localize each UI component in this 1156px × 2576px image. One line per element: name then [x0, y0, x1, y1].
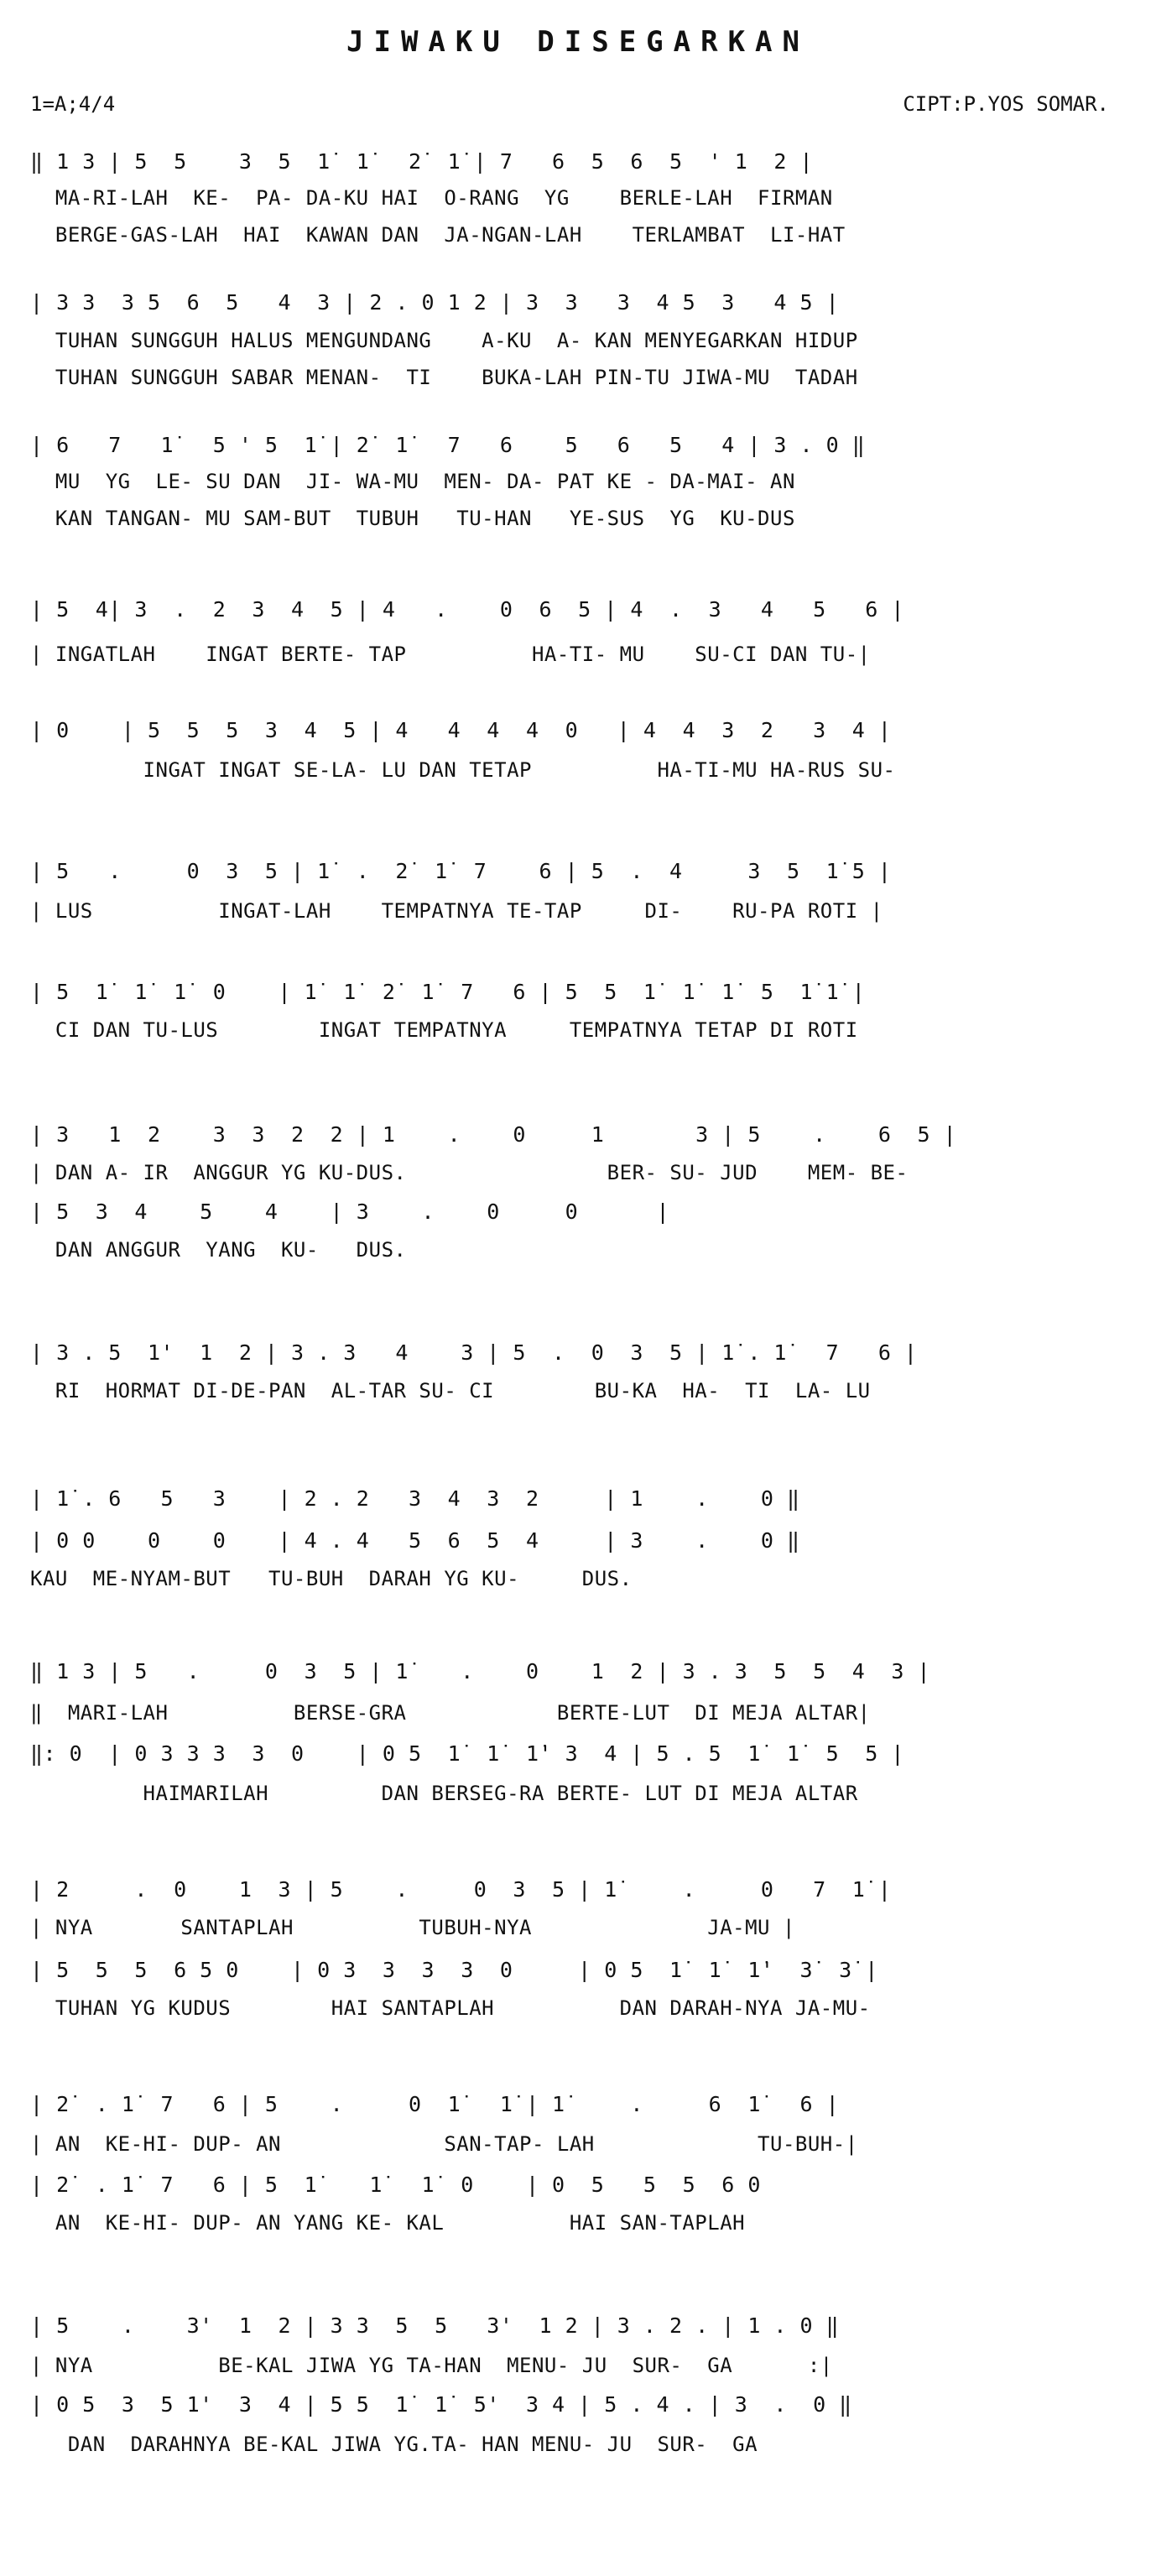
lyric-line: INGAT INGAT SE-LA- LU DAN TETAP HA-TI-MU HA-RUS SU- — [30, 758, 896, 782]
lyric-line: AN KE-HI- DUP- AN YANG KE- KAL HAI SAN-TAPLAH — [30, 2211, 746, 2235]
notation-line: | 5 5 5 6 5 0 | 0 3 3 3 3 0 | 0 5 1̇ 1̇ 1̇' 3̇ 3̇ | — [30, 1958, 878, 1982]
lyric-line: DAN DARAHNYA BE-KAL JIWA YG.TA- HAN MENU- JU SUR- GA — [30, 2433, 758, 2456]
lyric-line: RI HORMAT DI-DE-PAN AL-TAR SU- CI BU-KA HA- TI LA- LU — [30, 1379, 871, 1402]
key-signature: 1=A;4/4 — [30, 92, 116, 116]
lyric-line: MA-RI-LAH KE- PA- DA-KU HAI O-RANG YG BERLE-LAH FIRMAN — [30, 186, 833, 210]
notation-line: | 0 0 0 0 | 4 . 4 5 6 5 4 | 3 . 0 ‖ — [30, 1528, 800, 1553]
notation-line: | 2 . 0 1 3 | 5 . 0 3 5 | 1̇ . 0 7 1̇ | — [30, 1877, 892, 1902]
lyric-line: TUHAN SUNGGUH SABAR MENAN- TI BUKA-LAH PIN-TU JIWA-MU TADAH — [30, 366, 858, 389]
lyric-line: | NYA BE-KAL JIWA YG TA-HAN MENU- JU SUR- GA :| — [30, 2354, 833, 2377]
lyric-line: | AN KE-HI- DUP- AN SAN-TAP- LAH TU-BUH-| — [30, 2132, 858, 2156]
song-title: JIWAKU DISEGARKAN — [346, 25, 810, 59]
notation-line: | 0 | 5 5 5 3 4 5 | 4 4 4 4 0 | 4 4 3 2 3 4 | — [30, 718, 892, 742]
notation-line: ‖ 1 3 | 5 . 0 3 5 | 1̇ . 0 1 2 | 3 . 3 5 5 4 3 | — [30, 1659, 931, 1684]
lyric-line: BERGE-GAS-LAH HAI KAWAN DAN JA-NGAN-LAH TERLAMBAT LI-HAT — [30, 223, 846, 247]
lyric-line: KAU ME-NYAM-BUT TU-BUH DARAH YG KU- DUS. — [30, 1567, 633, 1590]
composer-credit: CIPT:P.YOS SOMAR. — [903, 92, 1109, 116]
lyric-line: KAN TANGAN- MU SAM-BUT TUBUH TU-HAN YE-SUS YG KU-DUS — [30, 507, 795, 530]
notation-line: | 6 7 1̇ 5 ' 5 1̇ | 2̇ 1̇ 7 6 5 6 5 4 | 3 . 0 ‖ — [30, 433, 866, 457]
notation-line: ‖ 1 3 | 5 5 3 5 1̇ 1̇ 2̇ 1̇ | 7 6 5 6 5 ' 1 2 | — [30, 149, 814, 174]
lyric-line: ‖ MARI-LAH BERSE-GRA BERTE-LUT DI MEJA ALTAR| — [30, 1701, 871, 1725]
notation-line: | 3 3 3 5 6 5 4 3 | 2 . 0 1 2 | 3 3 3 4 5 3 4 5 | — [30, 290, 840, 315]
notation-line: ‖: 0 | 0 3 3 3 3 0 | 0 5 1̇ 1̇ 1̇' 3 4 | 5 . 5 1̇ 1̇ 5 5 | — [30, 1741, 904, 1766]
lyric-line: TUHAN YG KUDUS HAI SANTAPLAH DAN DARAH-NYA JA-MU- — [30, 1996, 871, 2020]
notation-line: | 2̇ . 1̇ 7 6 | 5 1̇ 1̇ 1̇ 0 | 0 5 5 5 6 0 — [30, 2173, 761, 2197]
notation-line: | 2̇ . 1̇ 7 6 | 5 . 0 1̇ 1̇ | 1̇ . 6 1̇ 6 | — [30, 2092, 840, 2116]
lyric-line: | INGATLAH INGAT BERTE- TAP HA-TI- MU SU-CI DAN TU-| — [30, 643, 871, 666]
lyric-line: | DAN A- IR ANGGUR YG KU-DUS. BER- SU- JUD MEM- BE- — [30, 1161, 909, 1184]
notation-line: | 5 4| 3 . 2 3 4 5 | 4 . 0 6 5 | 4 . 3 4 5 6 | — [30, 597, 904, 622]
lyric-line: | NYA SANTAPLAH TUBUH-NYA JA-MU | — [30, 1916, 795, 1939]
notation-line: | 0 5 3 5 1' 3 4 | 5 5 1̇ 1̇ 5' 3 4 | 5 . 4 . | 3 . 0 ‖ — [30, 2392, 852, 2417]
lyric-line: CI DAN TU-LUS INGAT TEMPATNYA TEMPATNYA TETAP DI ROTI — [30, 1018, 858, 1042]
lyric-line: HAIMARILAH DAN BERSEG-RA BERTE- LUT DI MEJA ALTAR — [30, 1782, 858, 1805]
lyric-line: MU YG LE- SU DAN JI- WA-MU MEN- DA- PAT KE - DA-MAI- AN — [30, 470, 795, 493]
notation-line: | 3 1 2 3 3 2 2 | 1 . 0 1 3 | 5 . 6 5 | — [30, 1122, 957, 1147]
notation-line: | 5 1̇ 1̇ 1̇ 0 | 1̇ 1̇ 2̇ 1̇ 7 6 | 5 5 1̇ 1̇ 1̇ 5 1̇ 1̇ | — [30, 980, 866, 1004]
notation-line: | 5 . 0 3 5 | 1̇ . 2̇ 1̇ 7 6 | 5 . 4 3 5 1̇ 5 | — [30, 859, 892, 883]
notation-line: | 1̇ . 6 5 3 | 2 . 2 3 4 3 2 | 1 . 0 ‖ — [30, 1486, 800, 1511]
notation-line: | 5 . 3' 1 2 | 3 3 5 5 3' 1 2 | 3 . 2 . | 1 . 0 ‖ — [30, 2313, 840, 2338]
lyric-line: DAN ANGGUR YANG KU- DUS. — [30, 1238, 407, 1262]
lyric-line: TUHAN SUNGGUH HALUS MENGUNDANG A-KU A- KAN MENYEGARKAN HIDUP — [30, 329, 858, 352]
notation-line: | 5 3 4 5 4 | 3 . 0 0 | — [30, 1200, 670, 1224]
notation-line: | 3 . 5 1' 1 2 | 3 . 3 4 3 | 5 . 0 3 5 | 1̇ . 1̇ 7 6 | — [30, 1340, 918, 1365]
lyric-line: | LUS INGAT-LAH TEMPATNYA TE-TAP DI- RU-PA ROTI | — [30, 899, 883, 923]
